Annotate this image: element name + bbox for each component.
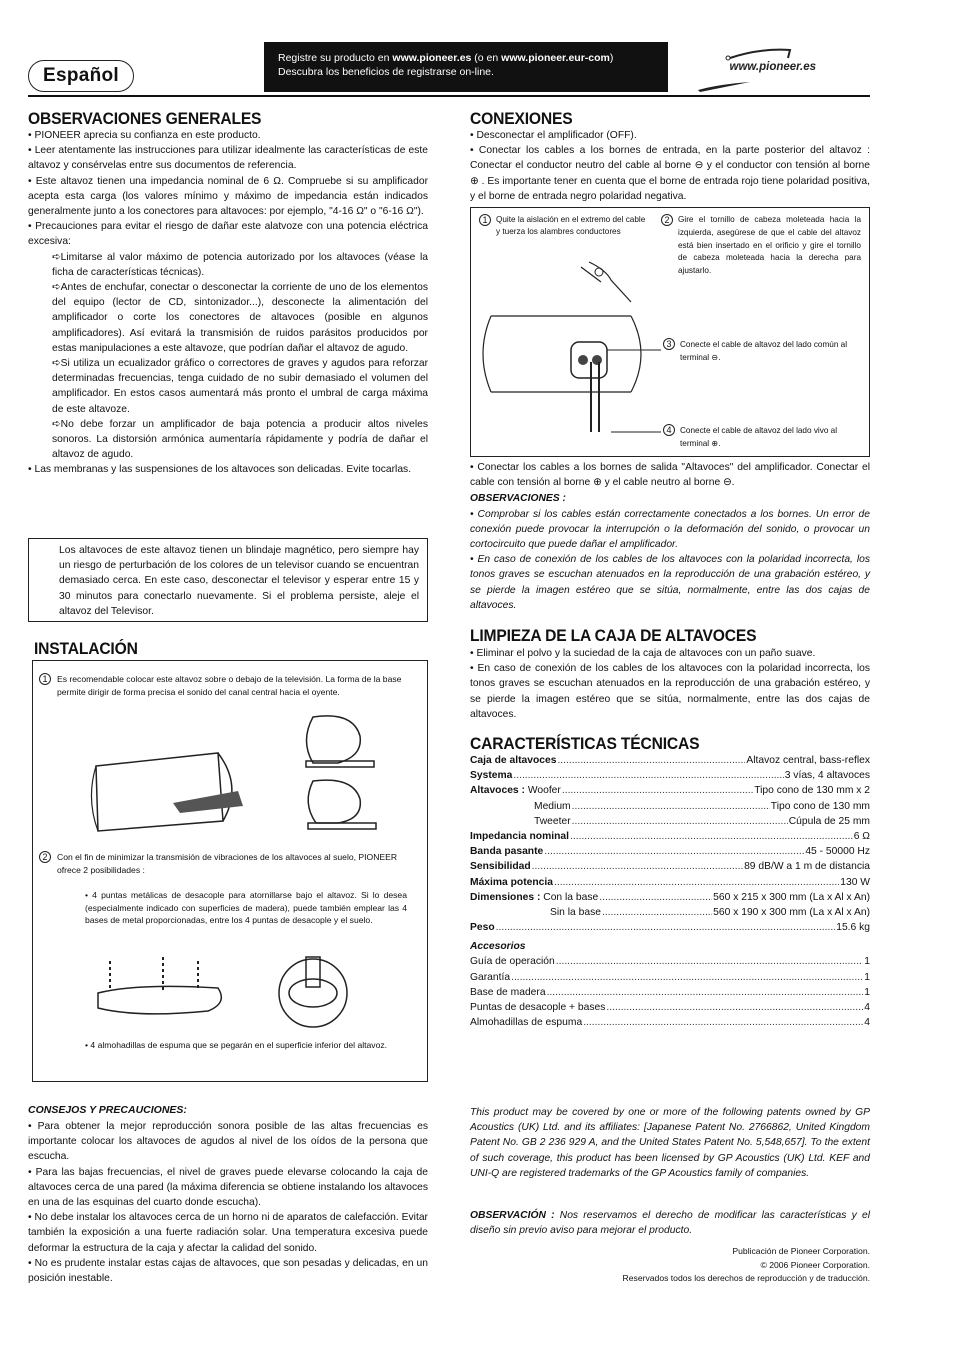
accessory-qty: 1	[864, 986, 870, 998]
header-divider	[28, 95, 870, 97]
spec-sublabel: Medium	[534, 800, 571, 812]
footer-line: Publicación de Pioneer Corporation.	[732, 1246, 870, 1256]
cleaning-title: LIMPIEZA DE LA CAJA DE ALTAVOCES	[470, 626, 757, 645]
spec-row	[470, 768, 870, 783]
spec-row	[470, 814, 870, 829]
footer-line: Reservados todos los derechos de reproducción y de traducción.	[622, 1273, 870, 1283]
spec-value: 3 vías, 4 altavoces	[784, 770, 870, 782]
advice-title: CONSEJOS Y PRECAUCIONES:	[28, 1104, 187, 1116]
modification-label: OBSERVACIÓN :	[470, 1210, 555, 1221]
language-label: Español	[28, 60, 134, 92]
spec-label: Banda pasante	[470, 846, 544, 858]
connections-title: CONEXIONES	[470, 109, 573, 128]
spec-label: Sensibilidad	[470, 861, 531, 873]
spikes-illustration	[88, 953, 368, 1043]
spec-value: Altavoz central, bass-reflex	[746, 755, 870, 766]
installation-box	[32, 660, 428, 1082]
modification-notice	[470, 1208, 870, 1238]
register-line-1	[278, 51, 654, 65]
spec-row	[470, 783, 870, 798]
diagram-note-3: Conecte el cable de altavoz del lado común al terminal ⊖.	[680, 340, 848, 362]
spec-row	[470, 905, 870, 920]
spec-row	[470, 875, 870, 890]
general-sub-para: ➪Antes de enchufar, conectar o desconectar la corriente de uno de los elementos del equipo (lector de CD, sintonizador...), desconecte la alimentación del amplificador o corte los conectores de altavoces (posible en algunos amplificadores). Así evitará la transmisión de ruidos parásitos producidos por estas manipulaciones a este altavoze, que podrían dañar el altavoz de agudo.	[52, 282, 428, 354]
connections-para: • Conectar los cables a los bornes de entrada, en la parte posterior del altavoz : Conectar el conductor neutro del cable al borne ⊖ y el conductor con tensión al borne ⊕ . Es importante tener en cuenta que el borne de entrada rojo tiene polaridad positiva, y el borne de entrada negro polaridad negativa.	[470, 145, 870, 202]
step-number-2: 2	[39, 851, 51, 863]
register-link-pioneer-es[interactable]: www.pioneer.es	[392, 52, 472, 64]
spec-row	[470, 890, 870, 905]
accessory-label: Base de madera	[470, 986, 546, 998]
spec-row	[470, 844, 870, 859]
logo-url[interactable]: www.pioneer.es	[729, 61, 816, 73]
spec-sublabel: Sin la base	[550, 906, 601, 918]
spec-label: Dimensiones :	[470, 891, 541, 903]
diagram-step-1: 1	[479, 214, 491, 226]
register-line-2: Descubra los beneficios de registrarse on-line.	[278, 66, 494, 78]
diagram-note-2: Gire el tornillo de cabeza moleteada hacia la izquierda, asegúrese de que el cable del altavoz está bien insertado en el orificio y gire el tornillo de cabeza moleteada hacia la derecha para ajustarlo.	[678, 215, 861, 276]
spec-value: 560 x 215 x 300 mm (La x Al x An)	[713, 891, 870, 903]
magnetic-shield-warning: Los altavoces de este altavoz tienen un blindaje magnético, pero siempre hay un riesgo de perturbación de los colores de un televisor cuando se encuentran demasiado cerca. En este caso, desconectar el televisor y esperar entre 15 y 30 minutos para conectarlo nuevamente. Si el problema persiste, aleje el altavoz del Televisor.	[28, 538, 428, 622]
register-text: (o en	[471, 52, 502, 64]
accessories-title: Accesorios	[470, 941, 526, 953]
spec-label: Altavoces :	[470, 785, 525, 797]
advice-para: • Para las bajas frecuencias, el nivel de graves puede elevarse colocando la caja de altavoces cerca de una pared (la máxima diferencia se obtiene instalando los altavoces en una de las esquinas del cuarto donde escucha).	[28, 1166, 428, 1209]
accessory-row	[470, 970, 870, 985]
accessory-row	[470, 1000, 870, 1015]
general-para: • Leer atentamente las instrucciones para utilizar idealmente las características de este altavoz y consérvelas entre sus documentos de referencia.	[28, 145, 428, 172]
diagram-step-2: 2	[661, 214, 673, 226]
general-para: • Este altavoz tienen una impedancia nominal de 6 Ω. Compruebe si su amplificador acepta esta carga (los valores mínimo y máximo de impedancia están indicados generalmente junto a los conectores para altavoces: por ejemplo, "4-16 Ω" o "6-16 Ω").	[28, 175, 428, 218]
step-number-1: 1	[39, 673, 51, 685]
cleaning-para: • En caso de conexión de los cables de los altavoces con la polaridad incorrecta, los tonos graves se escuchan atenuados en la reproducción de una grabación estéreo, y se pierde la imagen estéreo que se sitúa, normalmente, entre las dos cajas de altavoces.	[470, 663, 870, 720]
spec-row	[470, 829, 870, 844]
accessory-label: Guía de operación	[470, 956, 555, 968]
diagram-step-3: 3	[663, 338, 675, 350]
register-banner	[264, 42, 668, 92]
modification-text: Nos reservamos el derecho de modificar las características y el diseño sin previo aviso para mejorar el producto.	[470, 1210, 870, 1237]
publisher-footer	[470, 1245, 870, 1286]
advice-para: • Para obtener la mejor reproducción sonora posible de las altas frecuencias es importante colocar los altavoces de agudos al nivel de los oídos de la persona que escucha.	[28, 1121, 428, 1163]
register-text: )	[609, 52, 614, 64]
patent-notice: This product may be covered by one or more of the following patents owned by GP Acoustics (UK) Ltd. and its affiliates: [Japanese Patent No. 2766862, United Kingdom Patent No. GB 2 236 929 A, and the United States Patent No. 5,548,657]. To the extent of such coverage, this product has been licensed by GP Acoustics (UK) Ltd. KEF and UNI-Q are registered trademarks of the GP Acoustics family of companies.	[470, 1107, 870, 1179]
advice-para: • No es prudente instalar estas cajas de altavoces, que son pesadas y delicadas, en un posición inestable.	[28, 1257, 428, 1285]
spec-value: 45 - 50000 Hz	[805, 846, 870, 858]
spec-label: Caja de altavoces	[470, 755, 557, 766]
general-title: OBSERVACIONES GENERALES	[28, 109, 262, 128]
spec-label: Impedancia nominal	[470, 830, 569, 842]
option-foam-pads: • 4 almohadillas de espuma que se pegarán en el superficie inferior del altavoz.	[85, 1040, 388, 1050]
option-spikes: • 4 puntas metálicas de desacople para atornillarse bajo el altavoz. Si lo desea (especialmente indicado con superficies de madera), puede también emplear las 4 bases de metal proporcionadas, entre los 4 puntas de desacople y el suelo.	[85, 890, 407, 926]
accessory-qty: 4	[864, 1002, 870, 1014]
installation-title: INSTALACIÓN	[34, 639, 138, 658]
spec-value: Cúpula de 25 mm	[788, 815, 870, 827]
spec-sublabel: Tweeter	[534, 815, 571, 827]
accessory-label: Garantía	[470, 971, 511, 983]
spec-value: 6 Ω	[853, 830, 870, 842]
general-para: • Las membranas y las suspensiones de los altavoces son delicadas. Evite tocarlas.	[28, 464, 412, 476]
accessory-row	[470, 985, 870, 1000]
general-sub-para: ➪Si utiliza un ecualizador gráfico o correctores de graves y agudos para reforzar determinadas frecuencias, tenga cuidado de no subir demasiado el volumen del amplificador. En estos casos aumentará más pronto el umbral de carga máxima de este altavoze.	[52, 358, 428, 415]
accessory-qty: 1	[864, 971, 870, 983]
cleaning-para: • Eliminar el polvo y la suciedad de la caja de altavoces con un paño suave.	[470, 648, 816, 659]
spec-value: 89 dB/W a 1 m de distancia	[744, 861, 870, 873]
connection-diagram-box	[470, 207, 870, 457]
general-sub-para: ➪No debe forzar un amplificador de baja potencia a producir altos niveles sonoros. La distorsión armónica aumentaría rápidamente y podría de dañar el altavoz de agudo.	[52, 418, 428, 461]
spec-label: Peso	[470, 922, 495, 934]
spec-value: 130 W	[840, 876, 870, 888]
specs-title: CARACTERÍSTICAS TÉCNICAS	[470, 734, 700, 753]
connections-note: • Comprobar si los cables están correctamente conectados a los bornes. Un error de conexión puede provocar la interrupción o la deformación del sonido, o provocar un cortocircuito que puede dañar el amplificador.	[470, 508, 870, 551]
spec-value: 15.6 kg	[836, 922, 870, 934]
register-text: Registre su producto en	[278, 52, 393, 64]
spec-value: Tipo cono de 130 mm	[770, 800, 870, 812]
spec-label: Máxima potencia	[470, 876, 553, 888]
spec-row	[470, 859, 870, 874]
installation-step-1: Es recomendable colocar este altavoz sobre o debajo de la televisión. La forma de la base permite dirigir de forma precisa el sonido del canal central hacia el oyente.	[57, 674, 402, 697]
spec-row	[470, 753, 870, 768]
accessory-qty: 4	[864, 1017, 870, 1029]
advice-para: • No debe instalar los altavoces cerca de un horno ni de aparatos de calefacción. Evitar también la exposición a una fuerte radiación solar. Una temperatura excesiva puede deformar la estructura de la caja y afectar la calidad del sonido.	[28, 1212, 428, 1254]
spec-value: 560 x 190 x 300 mm (La x Al x An)	[713, 906, 870, 918]
diagram-step-4: 4	[663, 424, 675, 436]
connections-notes-title: OBSERVACIONES :	[470, 493, 566, 505]
spec-label: Systema	[470, 770, 513, 782]
accessory-row	[470, 1015, 870, 1030]
specs-table	[470, 753, 870, 1030]
connections-after: • Conectar los cables a los bornes de salida "Altavoces" del amplificador. Conectar el cable con tensión al borne ⊕ y el cable neutro al borne ⊖.	[470, 462, 870, 489]
general-para: • PIONEER aprecia su confianza en este producto.	[28, 130, 261, 141]
spec-sublabel: Con la base	[543, 891, 599, 903]
accessory-label: Puntas de desacople + bases	[470, 1002, 606, 1014]
diagram-note-1: Quite la aislación en el extremo del cable y tuerza los alambres conductores	[496, 215, 646, 236]
installation-step-2: Con el fin de minimizar la transmisión de vibraciones de los altavoces al suelo, PIONEER ofrece 2 posibilidades :	[57, 852, 398, 875]
general-sub-para: ➪Limitarse al valor máximo de potencia autorizado por los altavoces (véase la ficha de características técnicas).	[52, 251, 428, 278]
spec-row	[470, 920, 870, 935]
register-link-pioneer-eur[interactable]: www.pioneer.eur-com	[501, 52, 610, 64]
general-para: • Precauciones para evitar el riesgo de dañar este alatvoze con una potencia eléctrica excesiva:	[28, 221, 428, 248]
accessory-qty: 1	[864, 956, 870, 968]
accessory-label: Almohadillas de espuma	[470, 1017, 583, 1029]
pioneer-logo	[690, 44, 820, 94]
speaker-placement-illustration	[88, 711, 388, 851]
spec-row	[470, 799, 870, 814]
footer-line: © 2006 Pioneer Corporation.	[760, 1259, 870, 1270]
spec-value: Tipo cono de 130 mm x 2	[754, 785, 870, 797]
connections-para: • Desconectar el amplificador (OFF).	[470, 130, 637, 141]
accessory-row	[470, 954, 870, 969]
diagram-note-4: Conecte el cable de altavoz del lado vivo al terminal ⊕.	[680, 426, 838, 448]
connections-note: • En caso de conexión de los cables de los altavoces con la polaridad incorrecta, los tonos graves se escuchan atenuados en la reproducción de una grabación estéreo, y se pierde la imagen estéreo que se sitúa, normalmente, entre las dos cajas de altavoces.	[470, 554, 870, 611]
spec-sublabel: Woofer	[527, 785, 561, 797]
